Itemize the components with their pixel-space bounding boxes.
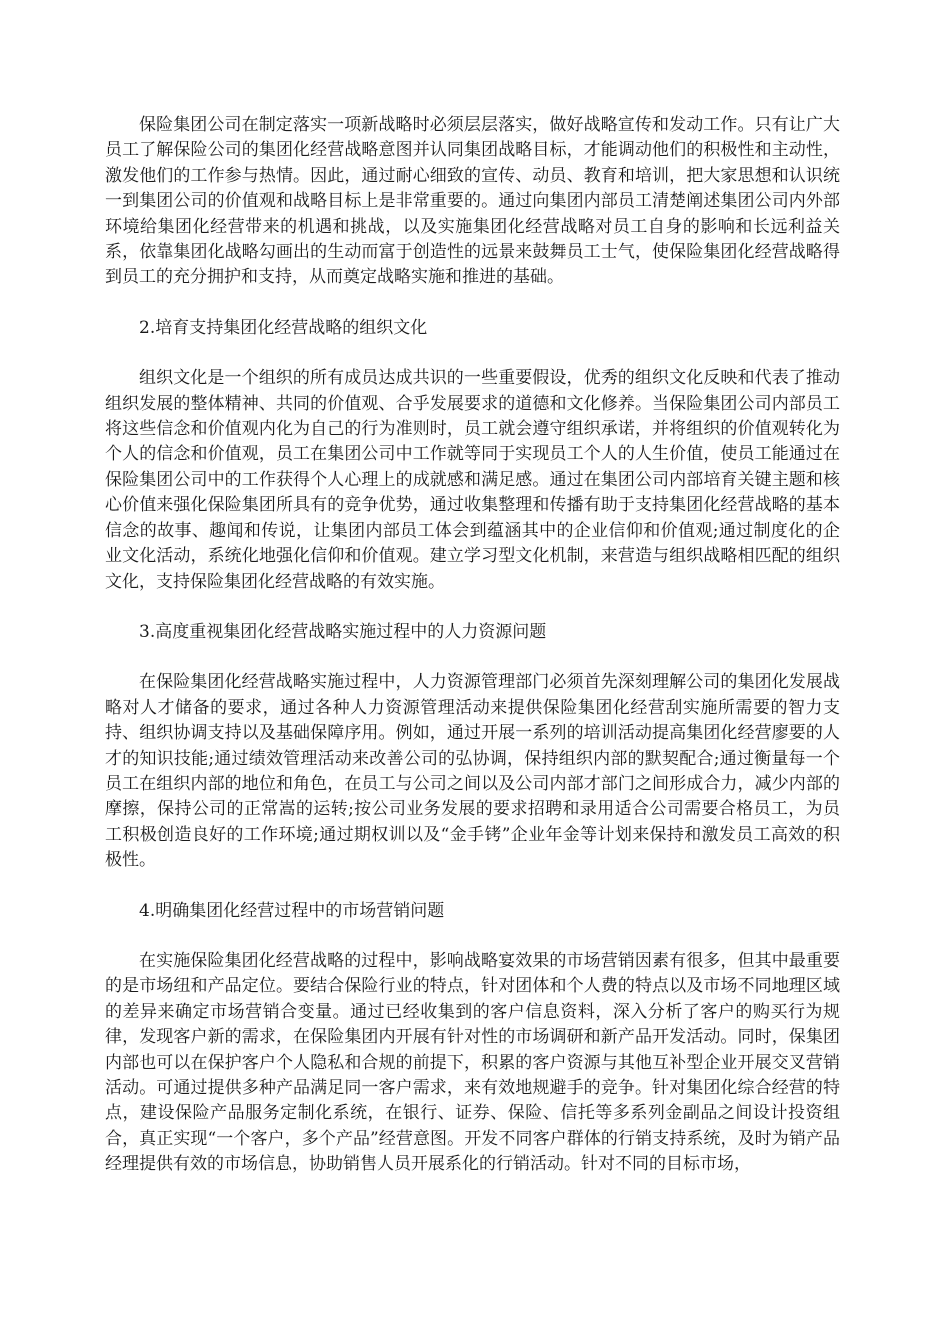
paragraph-human-resources: 在保险集团化经营战略实施过程中，人力资源管理部门必须首先深刻理解公司的集团化发展战略对人才储备的要求，通过各种人力资源管理活动来提供保险集团化经营刮实施所需要的智力支持、组织协调支持以及基础保障序用。例如，通过开展一系列的培训活动提高集团化经营廖要的人才的知识技能;通过绩效管理活动来改善公司的弘协调，保持组织内部的默契配合;通过衡量每一个员工在组织内部的地位和角色，在员工与公司之间以及公司内部才部门之间形成合力，减少内部的摩擦，保持公司的正常嵩的运转;按公司业务发展的要求招聘和录用适合公司需要合格员工，为员工积极创造良好的工作环境;通过期权训以及“金手铐”企业年金等计划来保持和激发员工高效的积极性。	[105, 672, 840, 871]
document-page	[105, 113, 840, 1178]
section-heading-3: 3.高度重视集团化经营战略实施过程中的人力资源问题	[139, 621, 547, 642]
paragraph-gap	[105, 595, 840, 620]
paragraph-organizational-culture: 组织文化是一个组织的所有成员达成共识的一些重要假设，优秀的组织文化反映和代表了推动组织发展的整体精神、共同的价值观、合乎发展要求的道德和文化修养。当保险集团公司内部员工将这些信念和价值观内化为自己的行为准则时，员工就会遵守组织承诺，并将组织的价值观转化为个人的信念和价值观，员工在集团公司中工作就等同于实现员工个人的人生价值，使员工能通过在保险集团公司中的工作获得个人心理上的成就感和满足感。通过在集团公司内部培育关键主题和核心价值来强化保险集团所具有的竞争优势，通过收集整理和传播有助于支持集团化经营战略的基本信念的故事、趣闻和传说，让集团内部员工体会到蕴涵其中的企业信仰和价值观;通过制度化的企业文化活动，系统化地强化信仰和价值观。建立学习型文化机制，来营造与组织战略相匹配的组织文化，支持保险集团化经营战略的有效实施。	[105, 368, 840, 592]
paragraph-marketing: 在实施保险集团化经营战略的过程中，影响战略宴效果的市场营销因素有很多，但其中最重要的是市场纽和产品定位。要结合保险行业的特点，针对团体和个人费的特点以及市场不同地理区域的差异来确定市场营销合变量。通过已经收集到的客户信息资料，深入分析了客户的购买行为规律，发现客户新的需求，在保险集团内开展有针对性的市场调研和新产品开发活动。同时，保集团内部也可以在保护客户个人隐私和合规的前提下，积累的客户资源与其他互补型企业开展交叉营销活动。可通过提供多种产品满足同一客户需求，来有效地规避手的竞争。针对集团化综合经营的特点，建设保险产品服务定制化系统，在银行、证券、保险、信托等多系列金副品之间设计投资组合，真正实现“一个客户，多个产品”经营意图。开发不同客户群体的行销支持系统，及时为销产品经理提供有效的市场信息，协助销售人员开展系化的行销活动。针对不同的目标市场，	[105, 950, 840, 1175]
paragraph-gap	[105, 645, 840, 670]
paragraph-strategy-communication: 保险集团公司在制定落实一项新战略时必须层层落实，做好战略宣传和发动工作。只有让广大员工了解保险公司的集团化经营战略意图并认同集团战略目标，才能调动他们的积极性和主动性，激发他们的工作参与热情。因此，通过耐心细致的宣传、动员、教育和培训，把大家思想和认识统一到集团公司的价值观和战略目标上是非常重要的。通过向集团内部员工清楚阐述集团公司内外部环境给集团化经营带来的机遇和挑战，以及实施集团化经营战略对员工自身的影响和长远利益关系，依靠集团化战略勾画出的生动而富于创造性的远景来鼓舞员工士气，使保险集团化经营战略得到员工的充分拥护和支持，从而奠定战略实施和推进的基础。	[105, 115, 840, 288]
paragraph-gap	[105, 874, 840, 899]
paragraph-gap	[105, 924, 840, 949]
section-heading-4: 4.明确集团化经营过程中的市场营销问题	[139, 900, 445, 921]
paragraph-gap	[105, 341, 840, 366]
section-heading-2: 2.培育支持集团化经营战略的组织文化	[139, 317, 428, 338]
paragraph-gap	[105, 291, 840, 316]
